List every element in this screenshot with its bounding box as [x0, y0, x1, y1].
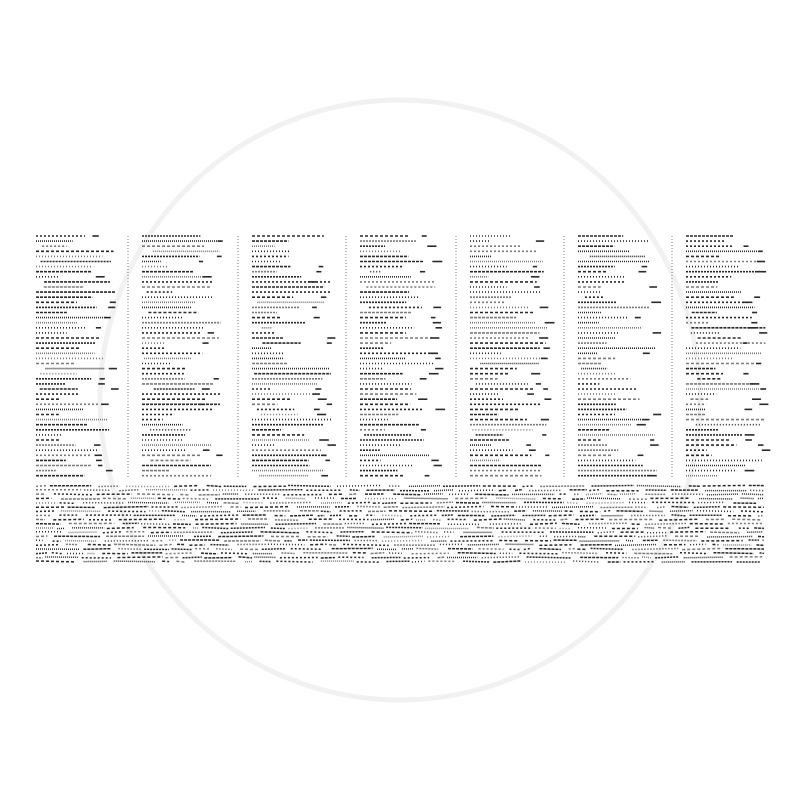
footer-text-run: [350, 490, 360, 491]
listing-column: [36, 236, 119, 476]
footer-text-run: [36, 511, 54, 512]
footer-text-run: [515, 490, 522, 491]
footer-text-run: [238, 557, 252, 558]
footer-text-run: [402, 507, 444, 508]
footer-text-run: [166, 553, 193, 554]
footer-text-run: [645, 528, 655, 529]
footer-text-run: [416, 548, 438, 549]
footer-text-run: [707, 494, 738, 495]
footer-text-run: [615, 545, 657, 546]
footer-text-run: [493, 561, 521, 562]
footer-text-run: [589, 490, 599, 491]
footer-text-run: [321, 503, 342, 504]
footer-text-run: [218, 536, 263, 537]
listing-column: [686, 236, 770, 476]
listing-column: [142, 236, 223, 476]
footer-text-run: [128, 502, 168, 503]
footer-text-run: [83, 549, 111, 550]
footer-text-run: [321, 511, 331, 512]
footer-text-run: [552, 507, 594, 508]
footer-text-run: [586, 494, 602, 495]
footer-text-run: [477, 527, 494, 528]
footer-text-run: [539, 549, 560, 550]
footer-text-run: [703, 485, 745, 486]
footer-text-run: [482, 557, 520, 558]
footer-text-run: [415, 532, 438, 533]
footer-text-run: [574, 494, 580, 495]
footer-text-run: [694, 507, 721, 508]
footer-text-run: [741, 511, 764, 512]
footer-text-run: [119, 490, 138, 491]
footer-text-run: [504, 519, 526, 520]
footer-text-run: [458, 553, 496, 554]
listing-column: [252, 236, 336, 476]
footer-text-run: [393, 494, 421, 495]
footer-text-run: [591, 548, 623, 549]
footer-text-run: [114, 561, 155, 562]
footer-text-run: [36, 536, 47, 537]
footer-text-run: [712, 544, 718, 545]
footer-text-run: [401, 519, 412, 520]
footer-text-run: [522, 486, 534, 487]
footer-text-run: [221, 553, 248, 554]
footer-text-run: [172, 549, 193, 550]
listing-column: [470, 236, 555, 476]
footer-text-run: [587, 503, 624, 504]
footer-text-run: [617, 511, 643, 512]
footer-text-run: [474, 519, 502, 520]
footer-text-run: [670, 532, 705, 533]
footer-text-run: [207, 502, 218, 503]
footer-text-run: [760, 553, 764, 554]
footer-text-run: [659, 519, 698, 520]
footer-text-run: [433, 520, 440, 521]
footer-text-run: [658, 528, 672, 529]
footer-text-run: [678, 527, 689, 528]
footer-text-run: [382, 515, 403, 516]
footer-text-run: [682, 548, 722, 549]
footer-text-run: [442, 515, 453, 516]
footer-text-run: [567, 503, 579, 504]
footer-text-run: [114, 544, 155, 545]
footer-text-run: [290, 515, 313, 516]
footer-text-run: [447, 506, 483, 507]
footer-text-run: [530, 523, 557, 524]
footer-text-run: [281, 553, 294, 554]
footer-text-run: [437, 502, 453, 503]
footer-text-run: [646, 523, 687, 524]
footer-text-run: [337, 485, 381, 486]
footer-text-run: [384, 507, 398, 508]
footer-text-run: [684, 557, 724, 558]
footer-text-run: [137, 494, 173, 495]
footer-text-run: [221, 532, 253, 533]
footer-text-run: [459, 490, 495, 491]
footer-text-run: [103, 532, 121, 533]
footer-text-run: [591, 485, 633, 486]
footer-text-run: [216, 549, 231, 550]
footer-text-run: [158, 498, 180, 499]
footer-text-run: [104, 507, 149, 508]
footer-text-run: [88, 544, 111, 545]
footer-text-run: [195, 519, 240, 520]
footer-text-run: [527, 557, 572, 558]
footer-text-run: [117, 557, 163, 558]
footer-text-run: [352, 536, 374, 537]
footer-text-run: [200, 515, 239, 516]
footer-text-run: [183, 498, 209, 499]
footer-text-run: [642, 557, 652, 558]
footer-text-run: [405, 498, 449, 499]
footer-text-run: [587, 498, 621, 499]
footer-text-run: [697, 511, 733, 512]
footer-text-run: [119, 549, 142, 550]
footer-text-run: [382, 541, 422, 542]
footer-text-run: [107, 528, 134, 529]
footer-text-run: [141, 524, 171, 525]
footer-text-run: [758, 536, 764, 537]
footer-text-run: [562, 523, 580, 524]
footer-text-run: [196, 524, 237, 525]
footer-text-run: [655, 557, 679, 558]
footer-text-run: [671, 515, 685, 516]
footer-text-run: [174, 486, 198, 487]
listing-columns: [36, 236, 770, 476]
footer-text-run: [389, 511, 434, 512]
footer-text-run: [265, 540, 280, 541]
footer-text-run: [626, 540, 633, 541]
footer-text-run: [539, 545, 571, 546]
footer-text-run: [604, 511, 610, 512]
footer-text-run: [498, 536, 531, 537]
footer-text-run: [491, 506, 517, 507]
footer-text-run: [563, 553, 599, 554]
footer-text-run: [573, 561, 600, 562]
footer-text-run: [638, 536, 666, 537]
footer-text-run: [348, 502, 371, 503]
footer-text-run: [680, 553, 706, 554]
footer-text-run: [343, 544, 389, 545]
footer-text-run: [176, 561, 186, 562]
footer-text-run: [670, 511, 693, 512]
footer-text-run: [409, 486, 440, 487]
footer-text-run: [224, 503, 239, 504]
footer-text-run: [347, 527, 383, 528]
footer-text-run: [291, 549, 323, 550]
footer-text-run: [491, 515, 515, 516]
footer-text-run: [549, 515, 574, 516]
footer-text-run: [201, 553, 217, 554]
footer-text-run: [52, 553, 63, 554]
footer-text-run: [36, 545, 59, 546]
footer-text-run: [384, 536, 424, 537]
listing-column: [360, 236, 445, 476]
footer-text-run: [276, 561, 313, 562]
footer-text-run: [637, 486, 681, 487]
footer-text-run: [182, 507, 224, 508]
listing-column: [578, 236, 661, 476]
footer-text-run: [162, 511, 185, 512]
footer-text-run: [36, 561, 75, 562]
footer-text-run: [713, 553, 753, 554]
footer-text-run: [671, 507, 688, 508]
footer-text-run: [372, 524, 407, 525]
footer-text-run: [36, 486, 46, 487]
footer-text-run: [372, 532, 413, 533]
footer-text-run: [371, 553, 385, 554]
footer-text-run: [231, 527, 265, 528]
footer-text-run: [710, 532, 739, 533]
footer-text-run: [36, 553, 48, 554]
footer-text-run: [468, 544, 500, 545]
footer-text-run: [463, 561, 489, 562]
footer-text-run: [270, 502, 312, 503]
footer-text-run: [632, 548, 678, 549]
footer-text-run: [159, 545, 171, 546]
footer-text-run: [183, 557, 202, 558]
footer-text-run: [202, 527, 228, 528]
footer-text-run: [732, 519, 762, 520]
footer-text-run: [210, 545, 228, 546]
footer-text-run: [262, 549, 286, 550]
footer-text-run: [261, 532, 299, 533]
footer-text-run: [349, 494, 357, 495]
footer-text-run: [598, 532, 615, 533]
footer-text-run: [742, 494, 764, 495]
footer-text-run: [310, 544, 326, 545]
footer-text-run: [245, 507, 289, 508]
footer-text-run: [434, 490, 453, 491]
footer-text-run: [412, 561, 424, 562]
footer-text-run: [561, 519, 568, 520]
footer-text-run: [271, 528, 285, 529]
footer-text-run: [496, 498, 536, 499]
footer-text-run: [54, 494, 92, 495]
footer-text-run: [475, 494, 508, 495]
footer-text-run: [276, 524, 316, 525]
footer-text-run: [306, 532, 333, 533]
footer-text-run: [207, 486, 222, 487]
footer-text-run: [427, 536, 451, 537]
footer-text-run: [288, 485, 330, 486]
footer-text-run: [524, 548, 532, 549]
footer-text-run: [741, 498, 754, 499]
footer-text-run: [657, 507, 664, 508]
footer-text-run: [519, 553, 558, 554]
listing-footer-block: [36, 485, 764, 562]
footer-text-run: [382, 503, 396, 504]
